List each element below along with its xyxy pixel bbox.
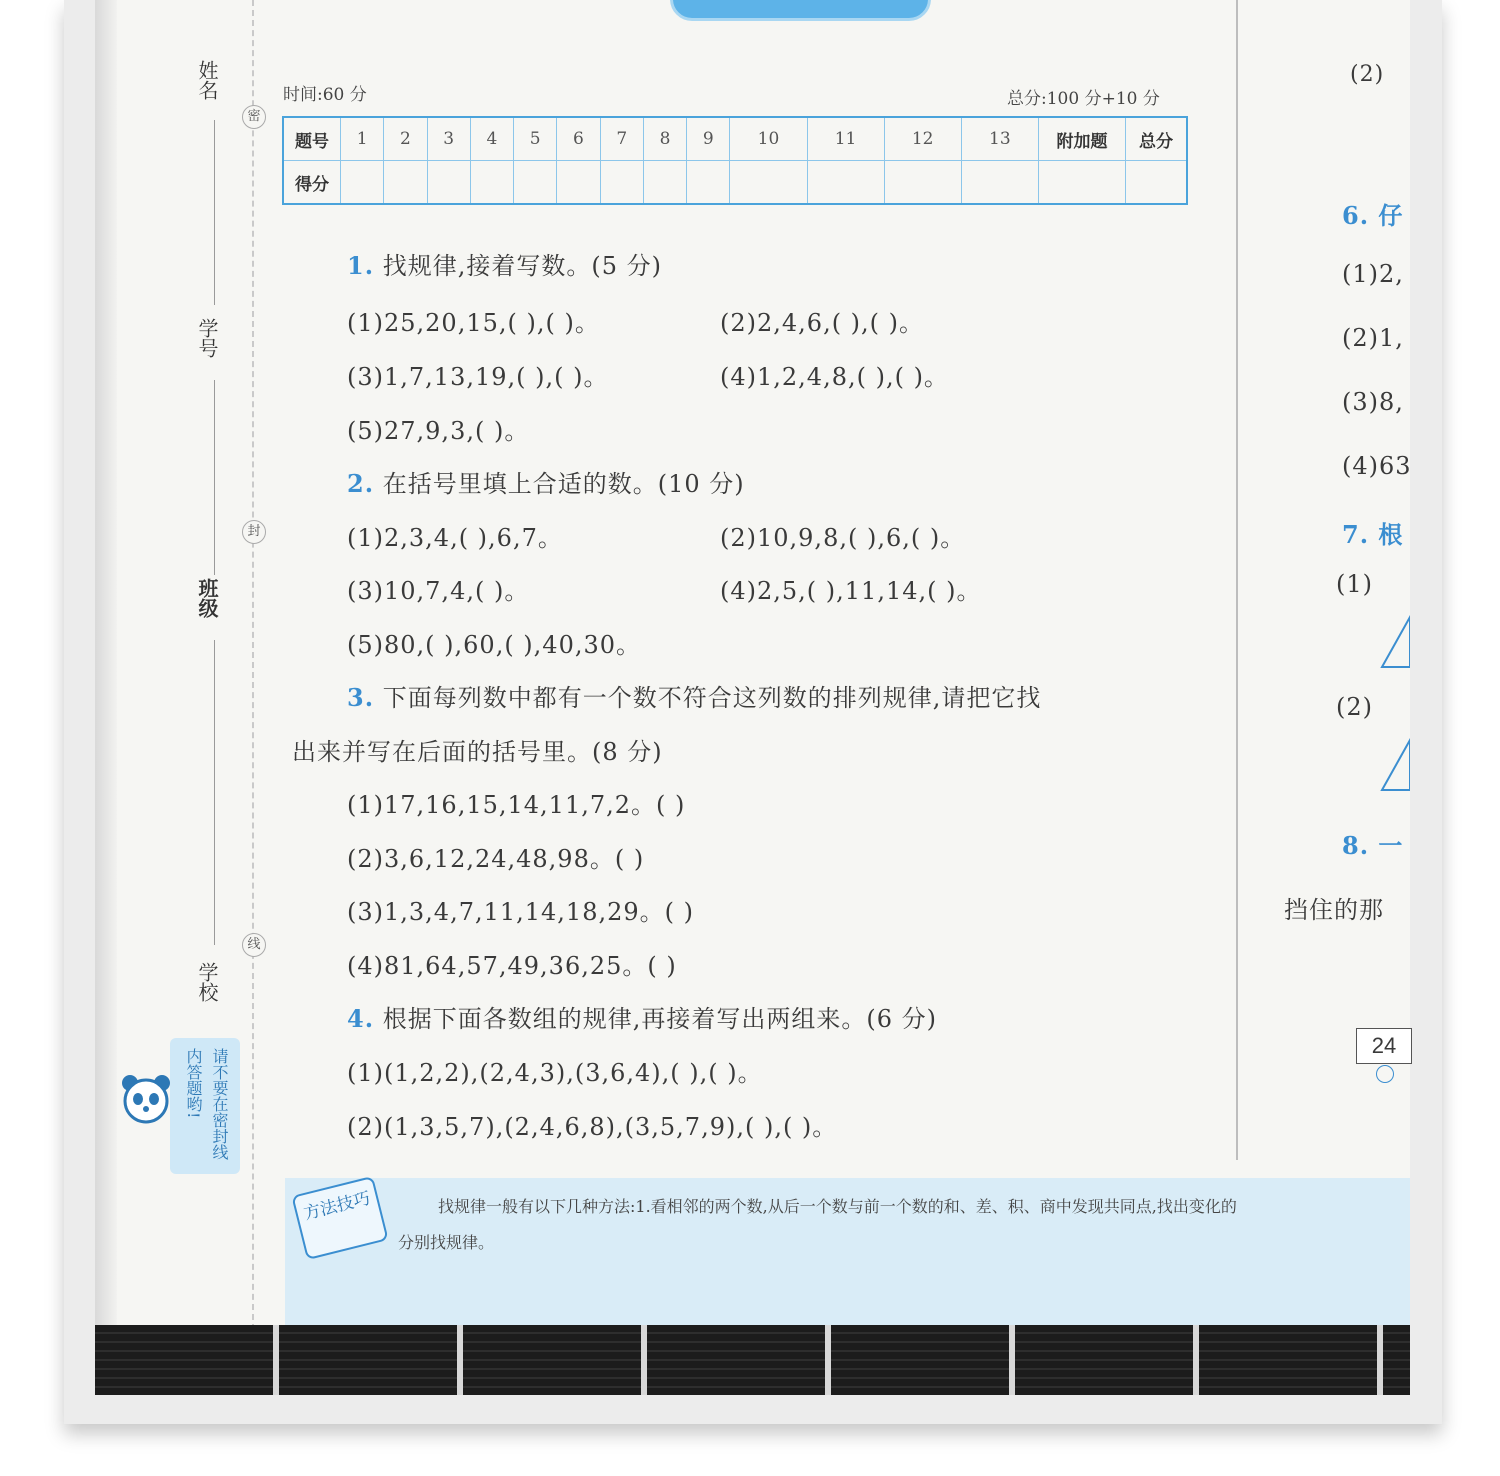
right-line: (2)1, (1342, 324, 1404, 352)
right-line: (1) (1336, 570, 1373, 598)
table-cell: 附加题 (1039, 117, 1126, 161)
method-tip-tag: 方法技巧 (291, 1176, 388, 1260)
question-line: (1)(1,2,2),(2,4,3),(3,6,4),( ),( )。 (347, 1059, 763, 1087)
question-4-title (347, 999, 937, 1034)
question-line: (1)17,16,15,14,11,7,2。( ) (347, 791, 686, 819)
table-cell: 1 (341, 117, 384, 161)
seal-mark-xian: 线 (242, 933, 266, 957)
question-line: (5)80,( ),60,( ),40,30。 (347, 631, 642, 659)
triangle-icon (1380, 615, 1410, 670)
right-question-6 (1342, 196, 1403, 231)
question-line: (1)25,20,15,( ),( )。 (347, 309, 600, 337)
question-number: 6. 仔 (1342, 201, 1404, 230)
table-cell: 11 (807, 117, 884, 161)
question-text: 根据下面各数组的规律,再接着写出两组来。(6 分) (382, 1005, 937, 1033)
table-row (283, 117, 1187, 161)
label-name: 姓名 (195, 60, 219, 100)
score-input-cell[interactable] (730, 161, 807, 205)
question-line: (3)1,3,4,7,11,14,18,29。( ) (347, 898, 694, 926)
question-line: (4)81,64,57,49,36,25。( ) (347, 952, 677, 980)
right-line: 挡住的那 (1284, 896, 1384, 924)
table-cell: 总分 (1126, 117, 1188, 161)
question-text: 下面每列数中都有一个数不符合这列数的排列规律,请把它找 (382, 684, 1042, 712)
question-line: (1)2,3,4,( ),6,7。 (347, 524, 563, 552)
table-header-cell: 得分 (283, 161, 341, 205)
score-table (282, 116, 1188, 205)
seal-mark-feng: 封 (242, 520, 266, 544)
page-marker-icon (1376, 1065, 1394, 1083)
time-limit: 时间:60 分 (283, 85, 367, 105)
label-class: 班级 (195, 578, 219, 618)
label-student-id: 学号 (195, 318, 219, 358)
score-input-cell[interactable] (961, 161, 1038, 205)
right-line: (4)63 (1342, 452, 1412, 480)
table-cell: 4 (470, 117, 513, 161)
score-input-cell[interactable] (557, 161, 600, 205)
table-row (283, 161, 1187, 205)
question-line: (5)27,9,3,( )。 (347, 417, 530, 445)
reminder-box (170, 1038, 240, 1174)
table-cell: 7 (600, 117, 643, 161)
score-input-cell[interactable] (384, 161, 427, 205)
book-spine (95, 0, 117, 1340)
question-line: (3)1,7,13,19,( ),( )。 (347, 363, 609, 391)
tip-text-line: 找规律一般有以下几种方法:1.看相邻的两个数,从后一个数与前一个数的和、差、积、商中发现共同点,找出变化的 (438, 1197, 1237, 1216)
tip-text-line: 分别找规律。 (398, 1233, 495, 1252)
question-line: (2)3,6,12,24,48,98。( ) (347, 845, 645, 873)
title-banner (670, 0, 931, 21)
question-text-cont: 出来并写在后面的括号里。(8 分) (292, 738, 663, 766)
page-gutter-line (1236, 0, 1238, 1160)
table-cell: 10 (730, 117, 807, 161)
seal-mark-mi: 密 (242, 105, 266, 129)
table-cell: 5 (514, 117, 557, 161)
question-line: (4)2,5,( ),11,14,( )。 (720, 577, 982, 605)
question-line: (2)2,4,6,( ),( )。 (720, 309, 925, 337)
score-input-cell[interactable] (1126, 161, 1188, 205)
seal-dashed-line (252, 0, 254, 1330)
question-3-title (347, 678, 1041, 713)
right-line: (1)2, (1342, 260, 1404, 288)
question-number: 1. (347, 251, 375, 280)
right-line: (2) (1350, 62, 1385, 87)
score-input-cell[interactable] (884, 161, 961, 205)
question-number: 7. 根 (1342, 520, 1404, 549)
score-input-cell[interactable] (807, 161, 884, 205)
question-2-title (347, 464, 745, 499)
question-line: (3)10,7,4,( )。 (347, 577, 530, 605)
score-input-cell[interactable] (687, 161, 730, 205)
triangle-icon (1380, 738, 1410, 793)
table-cell: 3 (427, 117, 470, 161)
tablecloth-background (95, 1325, 1410, 1395)
question-number: 3. (347, 683, 375, 712)
table-cell: 2 (384, 117, 427, 161)
score-input-cell[interactable] (1039, 161, 1126, 205)
table-cell: 8 (643, 117, 686, 161)
reminder-text: 请不要在密封线内答题哟! (184, 1048, 229, 1160)
table-cell: 12 (884, 117, 961, 161)
score-input-cell[interactable] (427, 161, 470, 205)
question-1-title (347, 246, 662, 281)
score-input-cell[interactable] (600, 161, 643, 205)
right-question-7 (1342, 515, 1403, 550)
total-score: 总分:100 分+10 分 (1007, 89, 1160, 109)
right-line: (3)8, (1342, 388, 1404, 416)
table-cell: 9 (687, 117, 730, 161)
score-input-cell[interactable] (341, 161, 384, 205)
question-number: 4. (347, 1004, 375, 1033)
question-text: 找规律,接着写数。(5 分) (382, 252, 662, 280)
question-line: (2)(1,3,5,7),(2,4,6,8),(3,5,7,9),( ),( )。 (347, 1113, 838, 1141)
panda-mascot-icon (118, 1073, 174, 1125)
question-line: (2)10,9,8,( ),6,( )。 (720, 524, 966, 552)
page-number: 24 (1356, 1028, 1412, 1064)
score-input-cell[interactable] (643, 161, 686, 205)
score-input-cell[interactable] (514, 161, 557, 205)
question-line: (4)1,2,4,8,( ),( )。 (720, 363, 949, 391)
score-input-cell[interactable] (470, 161, 513, 205)
label-school: 学校 (195, 962, 219, 1002)
question-text: 在括号里填上合适的数。(10 分) (382, 470, 745, 498)
question-number: 2. (347, 469, 375, 498)
table-cell: 13 (961, 117, 1038, 161)
right-line: (2) (1336, 693, 1373, 721)
table-cell: 6 (557, 117, 600, 161)
table-header-cell: 题号 (283, 117, 341, 161)
class-line (214, 640, 215, 945)
question-number: 8. 一 (1342, 831, 1404, 860)
name-line (214, 120, 215, 305)
student-id-line (214, 380, 215, 575)
right-question-8 (1342, 826, 1403, 861)
